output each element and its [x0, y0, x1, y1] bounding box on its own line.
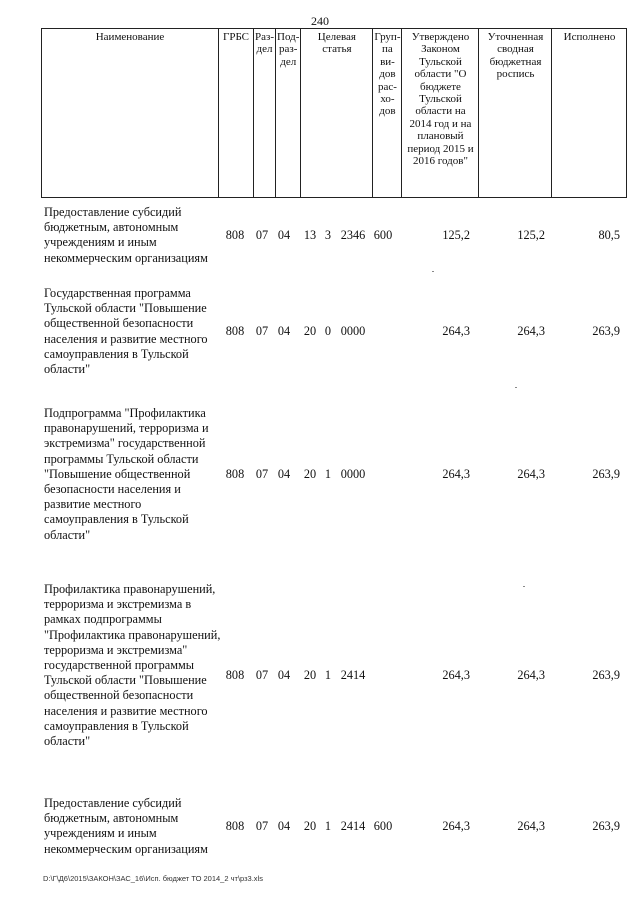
scan-speck: [432, 271, 434, 272]
row-tselevaya-2: 0: [324, 324, 332, 338]
row-utochnennaya: 264,3: [517, 668, 545, 682]
row-ispolneno: 263,9: [592, 819, 620, 833]
header-gruppa-vidov-raskhodov: Груп- па ви- дов рас- хо- дов: [373, 29, 402, 198]
scan-speck: [523, 586, 525, 587]
page-number: 240: [311, 14, 329, 28]
row-razdel: 07: [255, 324, 269, 338]
row-grbs: 808: [225, 668, 245, 682]
row-razdel: 07: [255, 668, 269, 682]
row-utverzhdeno: 264,3: [442, 668, 470, 682]
row-tselevaya-3: 0000: [340, 467, 366, 481]
header-ispolneno: Исполнено: [552, 29, 627, 198]
row-tselevaya-1: 20: [303, 324, 317, 338]
row-tselevaya-1: 20: [303, 819, 317, 833]
header-grbs: ГРБС: [219, 29, 254, 198]
scan-speck: [515, 387, 517, 388]
row-podrazdel: 04: [277, 228, 291, 242]
row-utverzhdeno: 125,2: [442, 228, 470, 242]
row-utochnennaya: 264,3: [517, 324, 545, 338]
row-utochnennaya: 264,3: [517, 819, 545, 833]
header-podrazdel: Под- раз- дел: [276, 29, 301, 198]
row-ispolneno: 263,9: [592, 668, 620, 682]
row-vid-raskhodov: 600: [373, 228, 393, 242]
row-tselevaya-3: 0000: [340, 324, 366, 338]
row-tselevaya-2: 3: [324, 228, 332, 242]
row-name: Предоставление субсидий бюджетным, автономным учреждениям и иным некоммерческим организациям: [44, 796, 208, 856]
row-tselevaya-1: 20: [303, 467, 317, 481]
row-podrazdel: 04: [277, 668, 291, 682]
header-tselevaya-statya: Целевая статья: [301, 29, 373, 198]
row-tselevaya-2: 1: [324, 819, 332, 833]
header-name: Наименование: [42, 29, 219, 198]
row-name: Государственная программа Тульской области "Повышение общественной безопасности населения и развитие местного самоуправления в Тульской области": [44, 286, 208, 377]
row-grbs: 808: [225, 819, 245, 833]
row-vid-raskhodov: 600: [373, 819, 393, 833]
row-ispolneno: 263,9: [592, 467, 620, 481]
row-name: Профилактика правонарушений, терроризма и экстремизма в рамках подпрограммы "Профилактика правонарушений, терроризма и экстремизма" государственной программы Тульской области "Повышение общественной безопасности населения и развитие местного самоуправления в Тульской области": [44, 582, 221, 749]
header-razdel: Раз- дел: [254, 29, 276, 198]
row-podrazdel: 04: [277, 324, 291, 338]
row-podrazdel: 04: [277, 819, 291, 833]
row-tselevaya-3: 2346: [340, 228, 366, 242]
header-utochnennaya: Уточненная сводная бюджетная роспись: [479, 29, 552, 198]
row-grbs: 808: [225, 228, 245, 242]
row-utverzhdeno: 264,3: [442, 324, 470, 338]
row-grbs: 808: [225, 467, 245, 481]
row-name: Подпрограмма "Профилактика правонарушений, терроризма и экстремизма" государственной программы Тульской области "Повышение общественной безопасности населения и развитие местного самоуправления в Тульской области": [44, 406, 209, 542]
row-utochnennaya: 125,2: [517, 228, 545, 242]
header-utverzhdeno: Утверждено Законом Тульской области "О бюджете Тульской области на 2014 год и на плановый период 2015 и 2016 годов": [402, 29, 479, 198]
row-name: Предоставление субсидий бюджетным, автономным учреждениям и иным некоммерческим организациям: [44, 205, 208, 265]
row-utverzhdeno: 264,3: [442, 819, 470, 833]
row-tselevaya-2: 1: [324, 668, 332, 682]
row-ispolneno: 263,9: [592, 324, 620, 338]
row-podrazdel: 04: [277, 467, 291, 481]
file-path-footer: D:\Г\Д6\2015\ЗАКОН\ЗАС_16\Исп. бюджет ТО 2014_2 чт\рз3.xls: [43, 874, 263, 883]
row-razdel: 07: [255, 228, 269, 242]
row-utverzhdeno: 264,3: [442, 467, 470, 481]
row-razdel: 07: [255, 467, 269, 481]
row-tselevaya-2: 1: [324, 467, 332, 481]
row-tselevaya-3: 2414: [340, 668, 366, 682]
row-razdel: 07: [255, 819, 269, 833]
row-ispolneno: 80,5: [598, 228, 620, 242]
row-tselevaya-3: 2414: [340, 819, 366, 833]
row-tselevaya-1: 13: [303, 228, 317, 242]
row-tselevaya-1: 20: [303, 668, 317, 682]
table-header: [41, 28, 627, 198]
row-utochnennaya: 264,3: [517, 467, 545, 481]
row-grbs: 808: [225, 324, 245, 338]
